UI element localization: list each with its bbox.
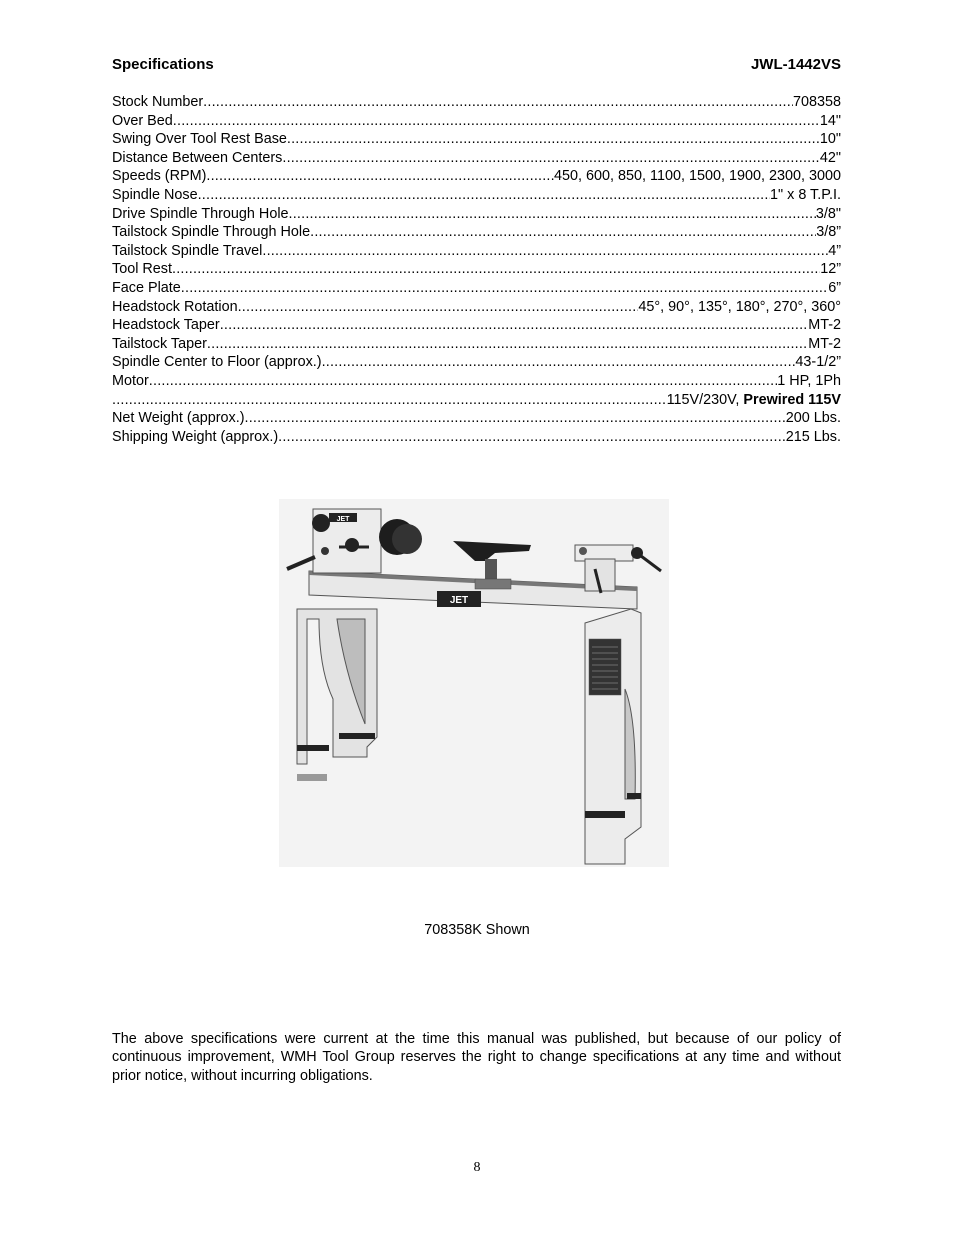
spec-value [808, 316, 841, 335]
right-leg [585, 609, 641, 864]
spec-value [828, 242, 841, 261]
spec-value [793, 93, 841, 112]
spec-row [112, 167, 841, 186]
page-number: 8 [473, 1160, 481, 1175]
spec-row [112, 205, 841, 224]
spec-label: Net Weight (approx.) [112, 410, 245, 427]
spec-row [112, 335, 841, 354]
spec-value [795, 353, 841, 372]
dot-leader [262, 242, 828, 261]
spec-label: Drive Spindle Through Hole [112, 205, 289, 222]
spec-value [820, 149, 841, 168]
spec-row [112, 353, 841, 372]
spec-value [638, 298, 841, 317]
spec-label: Shipping Weight (approx.) [112, 428, 279, 445]
dot-leader [206, 167, 554, 186]
spec-value [820, 130, 841, 149]
spec-value-text: 200 Lbs. [785, 410, 841, 427]
spec-value-text: 3/8” [816, 224, 841, 241]
lathe-figure [279, 499, 669, 867]
spec-value [770, 186, 841, 205]
dot-leader [172, 260, 820, 279]
spec-value-text: 12” [820, 261, 841, 278]
spec-value-text: 450, 600, 850, 1100, 1500, 1900, 2300, 3000 [553, 168, 841, 185]
spec-label: Distance Between Centers [112, 149, 283, 166]
spec-value [820, 260, 841, 279]
spec-value [828, 279, 841, 298]
spec-value-text: MT-2 [808, 335, 841, 352]
spec-label: Motor [112, 372, 149, 389]
spec-label: Swing Over Tool Rest Base [112, 131, 287, 148]
spec-value-text: 215 Lbs. [785, 428, 841, 445]
spec-label: Tailstock Spindle Through Hole [112, 224, 311, 241]
spec-value-text: 3/8" [815, 205, 841, 222]
figure-caption: 708358K Shown [424, 922, 530, 938]
dot-leader [238, 298, 639, 317]
spec-value-text: MT-2 [808, 317, 841, 334]
dot-leader [149, 372, 777, 391]
spec-row [112, 316, 841, 335]
spec-value-emphasis: Prewired 115V [743, 391, 841, 408]
spec-value [554, 167, 841, 186]
spec-value-text: 1 HP, 1Ph [777, 372, 841, 389]
spec-value [816, 223, 841, 242]
dot-leader [198, 186, 770, 205]
spec-row [112, 112, 841, 131]
spec-value [777, 372, 841, 391]
dot-leader [220, 316, 808, 335]
spec-value-text: 10" [819, 131, 841, 148]
dot-leader [207, 335, 808, 354]
spec-value-text: 43-1/2” [795, 354, 841, 371]
spec-value-text: 1" x 8 T.P.I. [770, 186, 841, 203]
dot-leader [278, 428, 786, 447]
spec-value [808, 335, 841, 354]
dot-leader [203, 93, 793, 112]
spec-row [112, 93, 841, 112]
spec-row [112, 391, 841, 410]
spec-value-text: 115V/230V, [666, 391, 744, 408]
specifications-list [112, 93, 841, 446]
dot-leader [282, 149, 819, 168]
spec-row [112, 149, 841, 168]
spec-row [112, 279, 841, 298]
dot-leader [245, 409, 786, 428]
spec-value [786, 409, 841, 428]
spec-row [112, 186, 841, 205]
spec-label: Stock Number [112, 94, 204, 110]
specifications-notice: The above specifications were current at the time this manual was published, but because of our policy of continuous improvement, WMH Tool Group reserves the right to change specifications at any time and without prior notice, without incurring obligations. [112, 1031, 841, 1084]
spec-label: Headstock Taper [112, 317, 220, 334]
dot-leader [181, 279, 828, 298]
spec-label: Face Plate [112, 279, 181, 296]
dot-leader [322, 353, 796, 372]
spec-value [820, 112, 841, 131]
spec-value-text: 42" [819, 149, 841, 166]
spec-row [112, 260, 841, 279]
spec-value-text: 6” [828, 279, 841, 296]
spec-label: Over Bed [112, 112, 173, 129]
spec-row [112, 409, 841, 428]
section-title: Specifications [112, 56, 214, 73]
spec-row [112, 428, 841, 447]
spec-value [667, 391, 841, 410]
spec-label: Tailstock Taper [112, 335, 207, 352]
model-number: JWL-1442VS [750, 56, 841, 73]
dot-leader [289, 205, 816, 224]
spec-row [112, 298, 841, 317]
spec-row [112, 130, 841, 149]
lathe-illustration [279, 499, 669, 867]
spec-value-text: 45°, 90°, 135°, 180°, 270°, 360° [638, 298, 841, 315]
page-header [112, 56, 841, 76]
spec-row [112, 372, 841, 391]
spec-label: Headstock Rotation [112, 298, 238, 315]
spec-value-text: 4” [828, 242, 841, 259]
dot-leader [310, 223, 816, 242]
spec-label: Tool Rest [112, 261, 172, 278]
spec-label: Spindle Center to Floor (approx.) [112, 354, 322, 371]
headstock-badge: JET [336, 516, 350, 523]
spec-label: Spindle Nose [112, 186, 198, 203]
dot-leader [287, 130, 820, 149]
spec-label: Tailstock Spindle Travel [112, 242, 263, 259]
spec-row [112, 242, 841, 261]
spec-value [786, 428, 841, 447]
spec-value-text: 14" [819, 112, 841, 129]
spec-value [816, 205, 841, 224]
spec-value-text: 708358 [792, 94, 841, 110]
spec-label: Speeds (RPM) [112, 168, 207, 185]
bed-badge: JET [449, 595, 469, 606]
dot-leader [173, 112, 820, 131]
dot-leader [112, 391, 667, 410]
spec-row [112, 223, 841, 242]
